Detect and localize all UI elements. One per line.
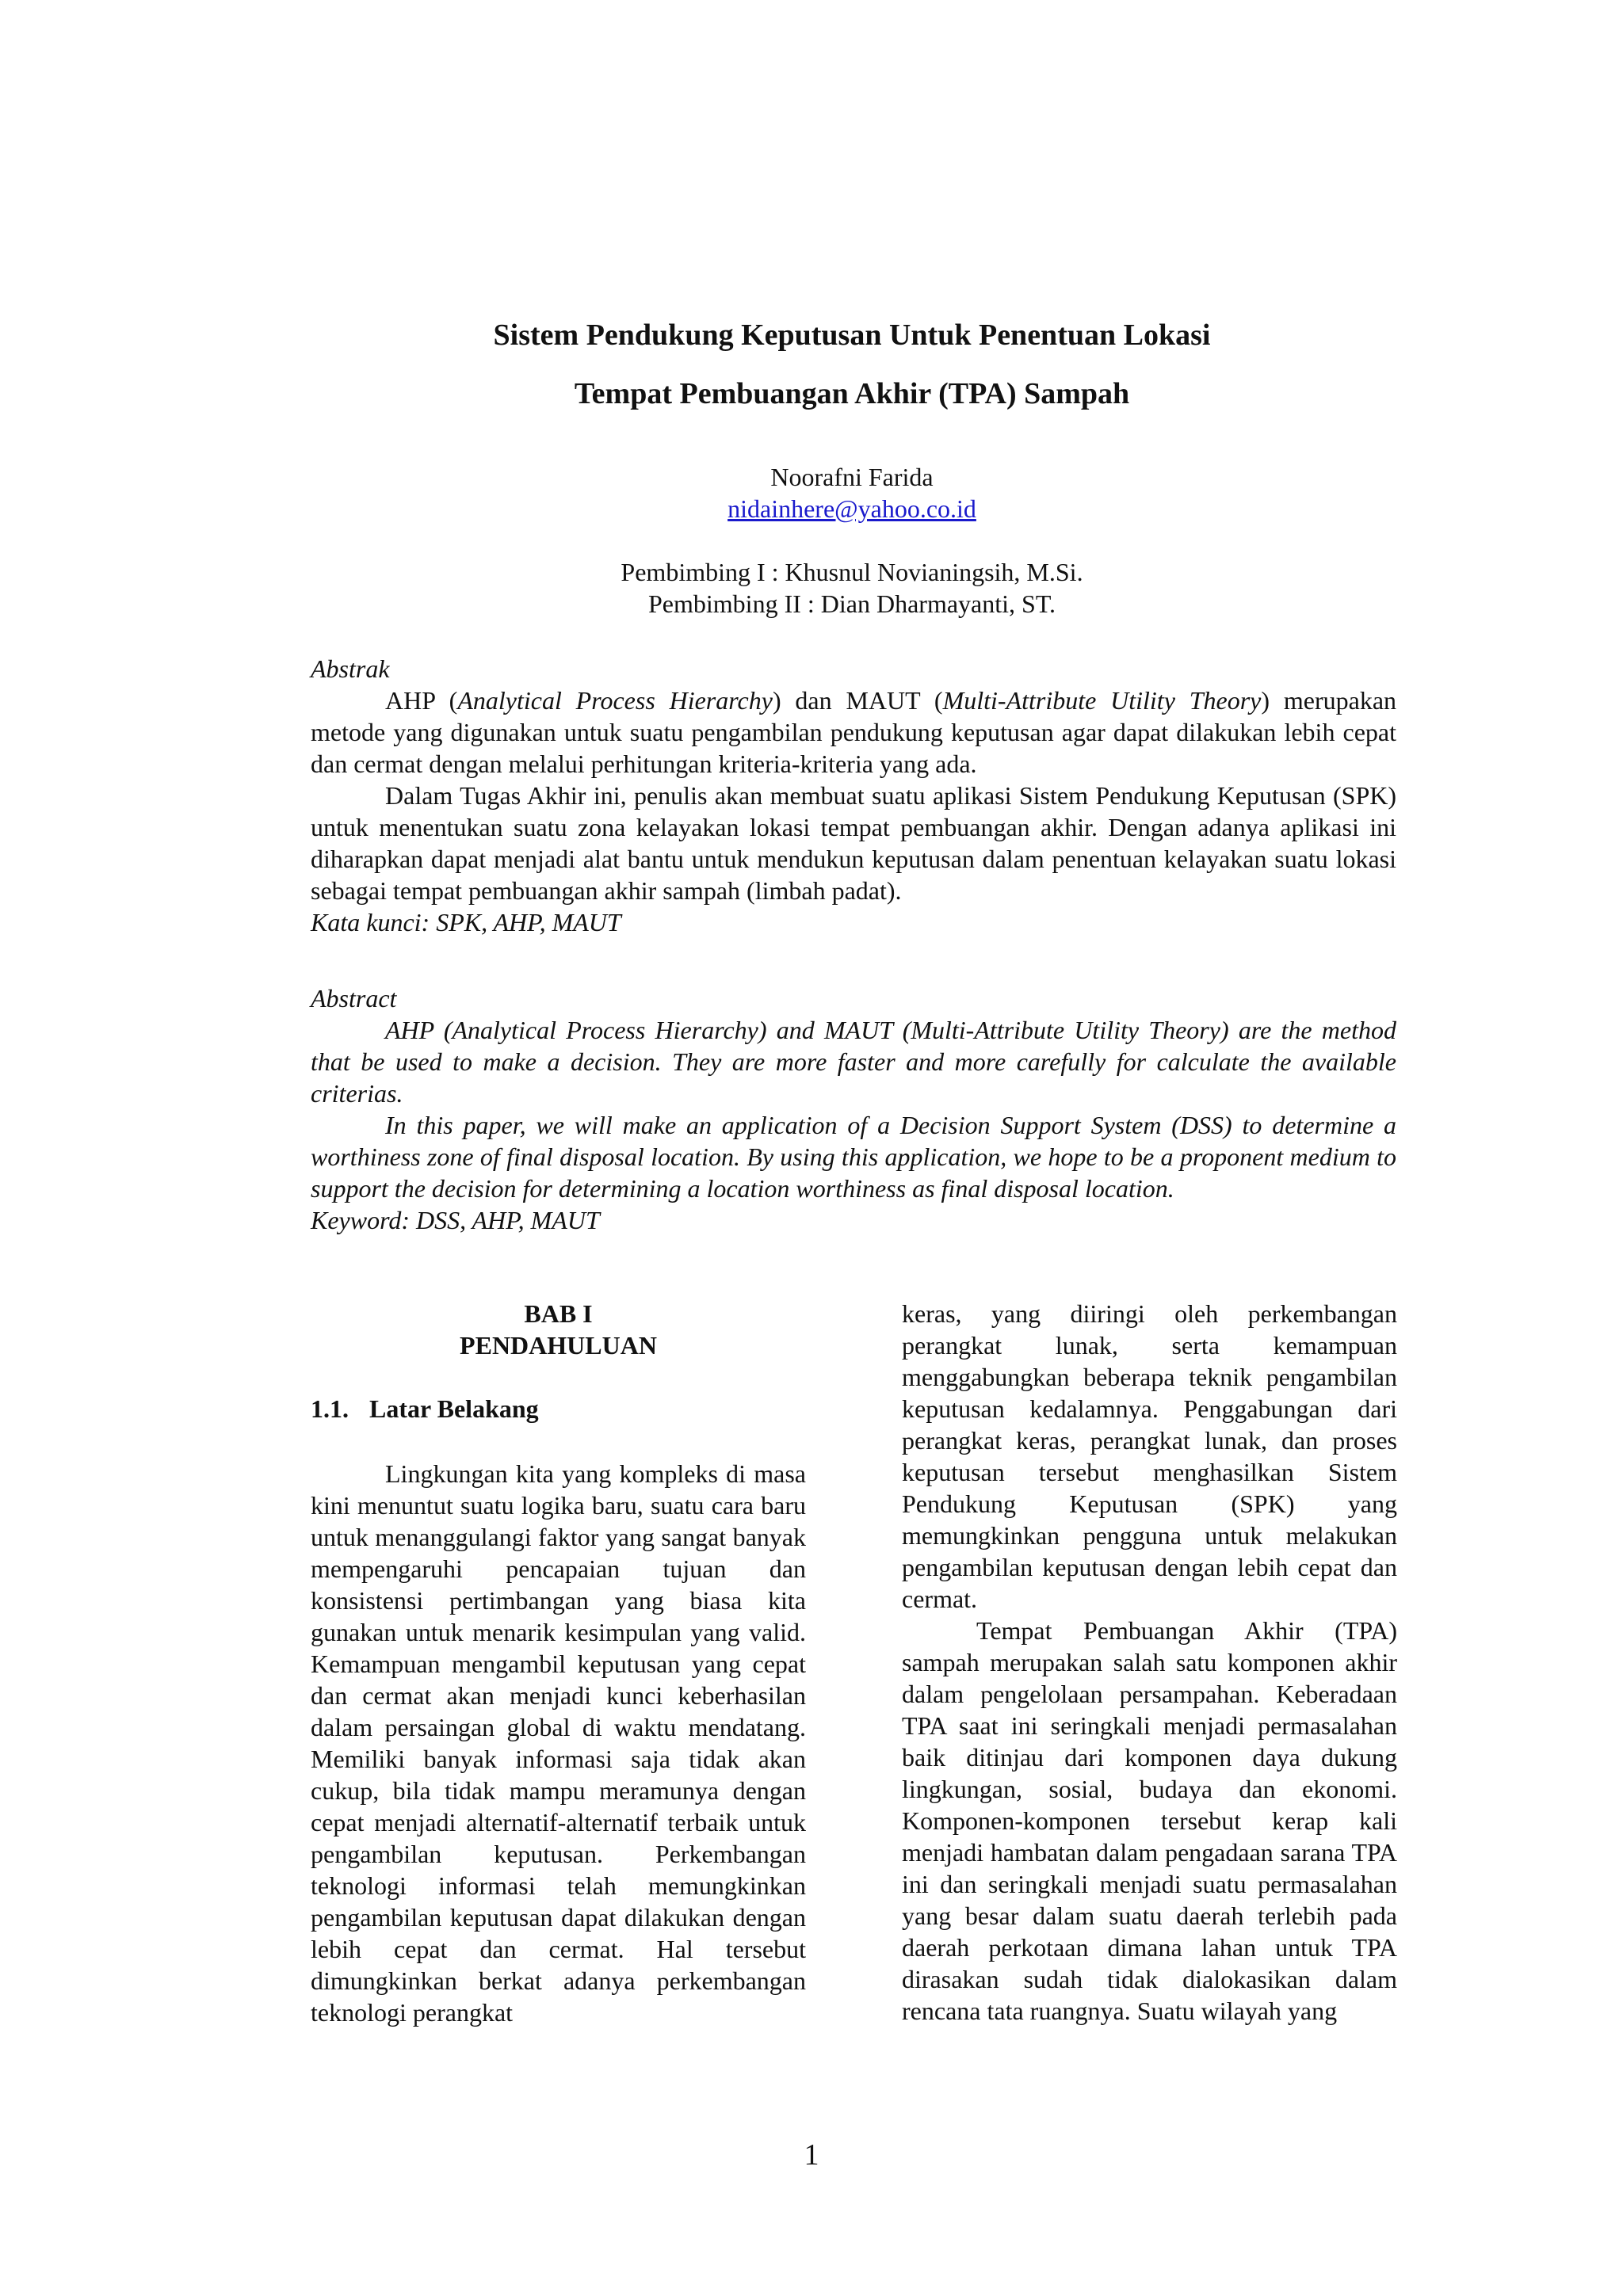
abstract-paragraph-2: In this paper, we will make an application of a Decision Support System (DSS) to determine a worthiness zone of final disposal location. By using this application, we hope to be a proponent medium to support the decision for determining a location worthiness as final disposal location.: [311, 1111, 1396, 1203]
chapter-label: BAB I: [524, 1299, 593, 1328]
title-line-2: Tempat Pembuangan Akhir (TPA) Sampah: [574, 377, 1130, 410]
abstrak-paragraph-2: Dalam Tugas Akhir ini, penulis akan membuat suatu aplikasi Sistem Pendukung Keputusan (SPK) untuk menentukan suatu zona kelayakan lokasi tempat pembuangan akhir. Dengan adanya aplikasi ini diharapkan dapat menjadi alat bantu untuk mendukun keputusan dalam penentuan kelayakan suatu lokasi sebagai tempat pembuangan akhir sampah (limbah padat).: [311, 781, 1396, 905]
page-number: 1: [804, 2138, 819, 2172]
supervisor-2: Pembimbing II : Dian Dharmayanti, ST.: [648, 589, 1056, 618]
abstrak-p1-term-ahp: Analytical Process Hierarchy: [457, 686, 773, 715]
section-number: 1.1.: [311, 1394, 349, 1423]
abstract-heading: Abstract: [311, 984, 397, 1013]
section-title: Latar Belakang: [369, 1394, 539, 1423]
abstrak-p1-text-c: ) dan MAUT (: [772, 686, 943, 715]
paper-title: [309, 306, 1395, 423]
chapter-title: PENDAHULUAN: [460, 1331, 657, 1360]
abstrak-paragraph-1: [311, 685, 1396, 780]
abstrak-heading: Abstrak: [311, 654, 390, 683]
abstrak-section: [311, 653, 1396, 938]
supervisors-block: [309, 556, 1395, 620]
abstract-section: [311, 982, 1396, 1236]
section-heading: [311, 1393, 806, 1425]
abstrak-p1-term-maut: Multi-Attribute Utility Theory: [942, 686, 1262, 715]
abstract-keywords: Keyword: DSS, AHP, MAUT: [311, 1206, 600, 1234]
author-name: Noorafni Farida: [770, 463, 934, 491]
abstrak-p1-text-e: ) merupakan metode yang digunakan untuk suatu pengambilan pendukung keputusan agar dapat dilakukan lebih cepat dan cermat dengan melalui perhitungan kriteria-kriteria yang ada.: [311, 686, 1397, 778]
abstrak-keywords: Kata kunci: SPK, AHP, MAUT: [311, 908, 621, 936]
abstrak-p1-text-a: AHP (: [385, 686, 458, 715]
right-body-paragraph-1: keras, yang diiringi oleh perkembangan perangkat lunak, serta kemampuan menggabungkan beberapa teknik pengambilan keputusan kedalamnya. Penggabungan dari perangkat keras, perangkat lunak, dan proses keputusan tersebut menghasilkan Sistem Pendukung Keputusan (SPK) yang memungkinkan pengguna untuk melakukan pengambilan keputusan dengan lebih cepat dan cermat.: [902, 1299, 1397, 1613]
right-body-paragraph-2: Tempat Pembuangan Akhir (TPA) sampah merupakan salah satu komponen akhir dalam pengelolaan persampahan. Keberadaan TPA saat ini seringkali menjadi permasalahan baik ditinjau dari komponen daya dukung lingkungan, sosial, budaya dan ekonomi. Komponen-komponen tersebut kerap kali menjadi hambatan dalam pengadaan sarana TPA ini dan seringkali menjadi suatu permasalahan yang besar dalam suatu daerah terlebih pada daerah perkotaan dimana lahan untuk TPA dirasakan sudah tidak dialokasikan dalam rencana tata ruangnya. Suatu wilayah yang: [902, 1616, 1397, 2025]
abstract-paragraph-1: AHP (Analytical Process Hierarchy) and MAUT (Multi-Attribute Utility Theory) are the method that be used to make a decision. They are more faster and more carefully for calculate the available criterias.: [311, 1016, 1396, 1108]
author-block: [309, 461, 1395, 524]
supervisor-1: Pembimbing I : Khusnul Novianingsih, M.Si.: [621, 558, 1083, 586]
title-line-1: Sistem Pendukung Keputusan Untuk Penentuan Lokasi: [493, 318, 1211, 352]
left-column: [311, 1298, 806, 2028]
right-column: [902, 1298, 1397, 2027]
author-email-link[interactable]: nidainhere@yahoo.co.id: [727, 494, 976, 523]
left-body-paragraph: Lingkungan kita yang kompleks di masa kini menuntut suatu logika baru, suatu cara baru untuk menanggulangi faktor yang sangat banyak mempengaruhi pencapaian tujuan dan konsistensi pertimbangan yang biasa kita gunakan untuk menarik kesimpulan yang valid. Kemampuan mengambil keputusan yang cepat dan cermat akan menjadi kunci keberhasilan dalam persaingan global di waktu mendatang. Memiliki banyak informasi saja tidak akan cukup, bila tidak mampu meramunya dengan cepat menjadi alternatif-alternatif terbaik untuk pengambilan keputusan. Perkembangan teknologi informasi telah memungkinkan pengambilan keputusan dapat dilakukan dengan lebih cepat dan cermat. Hal tersebut dimungkinkan berkat adanya perkembangan teknologi perangkat: [311, 1459, 806, 2027]
